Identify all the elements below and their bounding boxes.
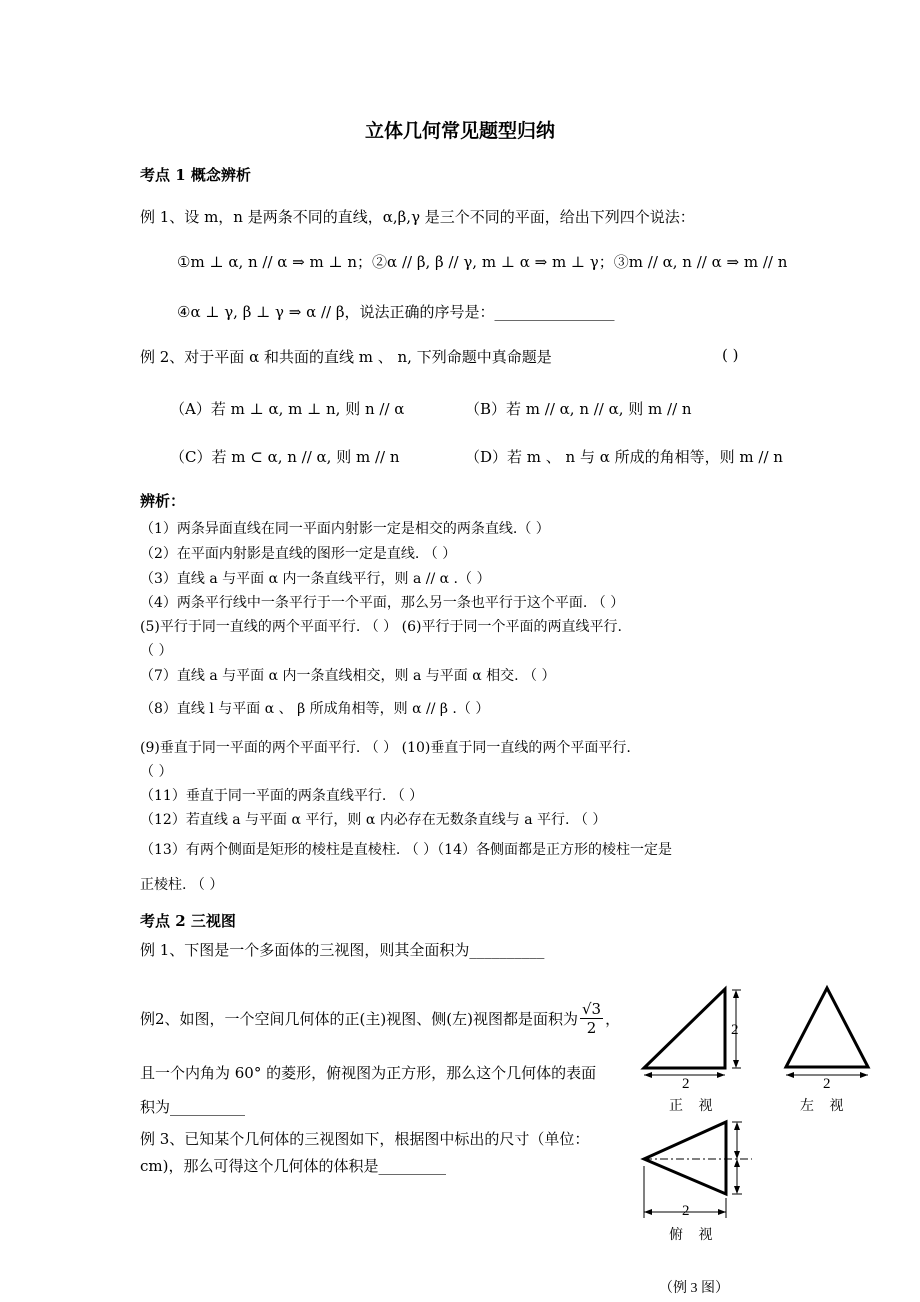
s2-ex3-line2: cm)，那么可得这个几何体的体积是_________ bbox=[140, 1157, 446, 1175]
analysis-item: （8）直线 l 与平面 α 、 β 所成角相等，则 α // β .（ ） bbox=[140, 701, 490, 717]
top-view-triangle bbox=[644, 1122, 726, 1194]
analysis-item: （11）垂直于同一平面的两条直线平行. （ ） bbox=[140, 788, 424, 804]
analysis-item: 正棱柱. （ ） bbox=[140, 877, 224, 893]
front-height-label: 2 bbox=[731, 1022, 739, 1038]
top-view-label: 俯 视 bbox=[669, 1228, 719, 1243]
front-view-label: 正 视 bbox=[669, 1099, 719, 1114]
fraction bbox=[580, 1000, 603, 1037]
analysis-item: （13）有两个侧面是矩形的棱柱是直棱柱. （ ）（14）各侧面都是正方形的棱柱一定是 bbox=[140, 842, 672, 858]
front-width-label: 2 bbox=[682, 1076, 690, 1092]
ex2-option-c: （C）若 m ⊂ α, n // α, 则 m // n bbox=[170, 448, 400, 466]
page-title: 立体几何常见题型归纳 bbox=[364, 120, 555, 142]
ex2-option-a: （A）若 m ⊥ α, m ⊥ n, 则 n // α bbox=[170, 400, 405, 418]
ex1-stem: 例 1、设 m，n 是两条不同的直线，α,β,γ 是三个不同的平面，给出下列四个说法： bbox=[140, 208, 695, 226]
ex2-option-b: （B）若 m // α, n // α, 则 m // n bbox=[465, 400, 692, 418]
s2-ex2-text: 例2、如图，一个空间几何体的正(主)视图、侧(左)视图都是面积为 bbox=[140, 1010, 578, 1028]
analysis-item: （3）直线 a 与平面 α 内一条直线平行，则 a // α .（ ） bbox=[140, 571, 491, 587]
side-view-label: 左 视 bbox=[800, 1099, 850, 1114]
analysis-item: （12）若直线 a 与平面 α 平行，则 α 内必存在无数条直线与 a 平行. （ ） bbox=[140, 812, 607, 828]
s2-ex3-line1: 例 3、已知某个几何体的三视图如下，根据图中标出的尺寸（单位： bbox=[140, 1130, 590, 1148]
three-view-figure bbox=[630, 980, 900, 1300]
fraction-denominator: 2 bbox=[586, 1019, 597, 1037]
ex1-line1: ①m ⊥ α, n // α ⇒ m ⊥ n；②α // β, β // γ, m ⊥ α ⇒ m ⊥ γ；③m // α, n // α ⇒ m // n bbox=[177, 253, 788, 271]
section1-heading: 考点 1 概念辨析 bbox=[140, 166, 251, 184]
s2-ex1: 例 1、下图是一个多面体的三视图，则其全面积为__________ bbox=[140, 941, 545, 959]
front-view-triangle bbox=[644, 989, 725, 1068]
analysis-item: （7）直线 a 与平面 α 内一条直线相交，则 a 与平面 α 相交. （ ） bbox=[140, 668, 556, 684]
analysis-item: (5)平行于同一直线的两个平面平行. （ ） (6)平行于同一个平面的两直线平行. bbox=[140, 619, 622, 635]
section2-heading: 考点 2 三视图 bbox=[140, 912, 236, 930]
s2-ex2-line1 bbox=[140, 1000, 620, 1037]
analysis-item: （2）在平面内射影是直线的图形一定是直线. （ ） bbox=[140, 546, 457, 562]
ex2-answer-paren: ( ) bbox=[722, 346, 739, 364]
analysis-item: (9)垂直于同一平面的两个平面平行. （ ） (10)垂直于同一直线的两个平面平行. bbox=[140, 740, 631, 756]
analysis-item: （ ） bbox=[140, 764, 173, 780]
fraction-numerator: √3 bbox=[581, 1000, 602, 1018]
s2-ex2-comma: ， bbox=[605, 1010, 621, 1028]
ex1-line2: ④α ⊥ γ, β ⊥ γ ⇒ α // β，说法正确的序号是：________________ bbox=[177, 303, 615, 321]
side-width-label: 2 bbox=[823, 1076, 831, 1092]
ex2-option-d: （D）若 m 、 n 与 α 所成的角相等，则 m // n bbox=[465, 448, 783, 466]
top-width-label: 2 bbox=[682, 1203, 690, 1219]
analysis-item: （1）两条异面直线在同一平面内射影一定是相交的两条直线.（ ） bbox=[140, 521, 550, 537]
ex2-stem: 例 2、对于平面 α 和共面的直线 m 、 n, 下列命题中真命题是 bbox=[140, 348, 552, 366]
analysis-heading: 辨析： bbox=[140, 492, 186, 510]
analysis-item: （4）两条平行线中一条平行于一个平面，那么另一条也平行于这个平面. （ ） bbox=[140, 595, 625, 611]
analysis-item: （ ） bbox=[140, 643, 173, 659]
s2-ex2-line2: 且一个内角为 60° 的菱形，俯视图为正方形，那么这个几何体的表面 bbox=[140, 1064, 597, 1082]
s2-ex2-line3: 积为__________ bbox=[140, 1098, 246, 1116]
figure-caption: （例 3 图） bbox=[659, 1281, 729, 1296]
side-view-triangle bbox=[786, 988, 868, 1067]
